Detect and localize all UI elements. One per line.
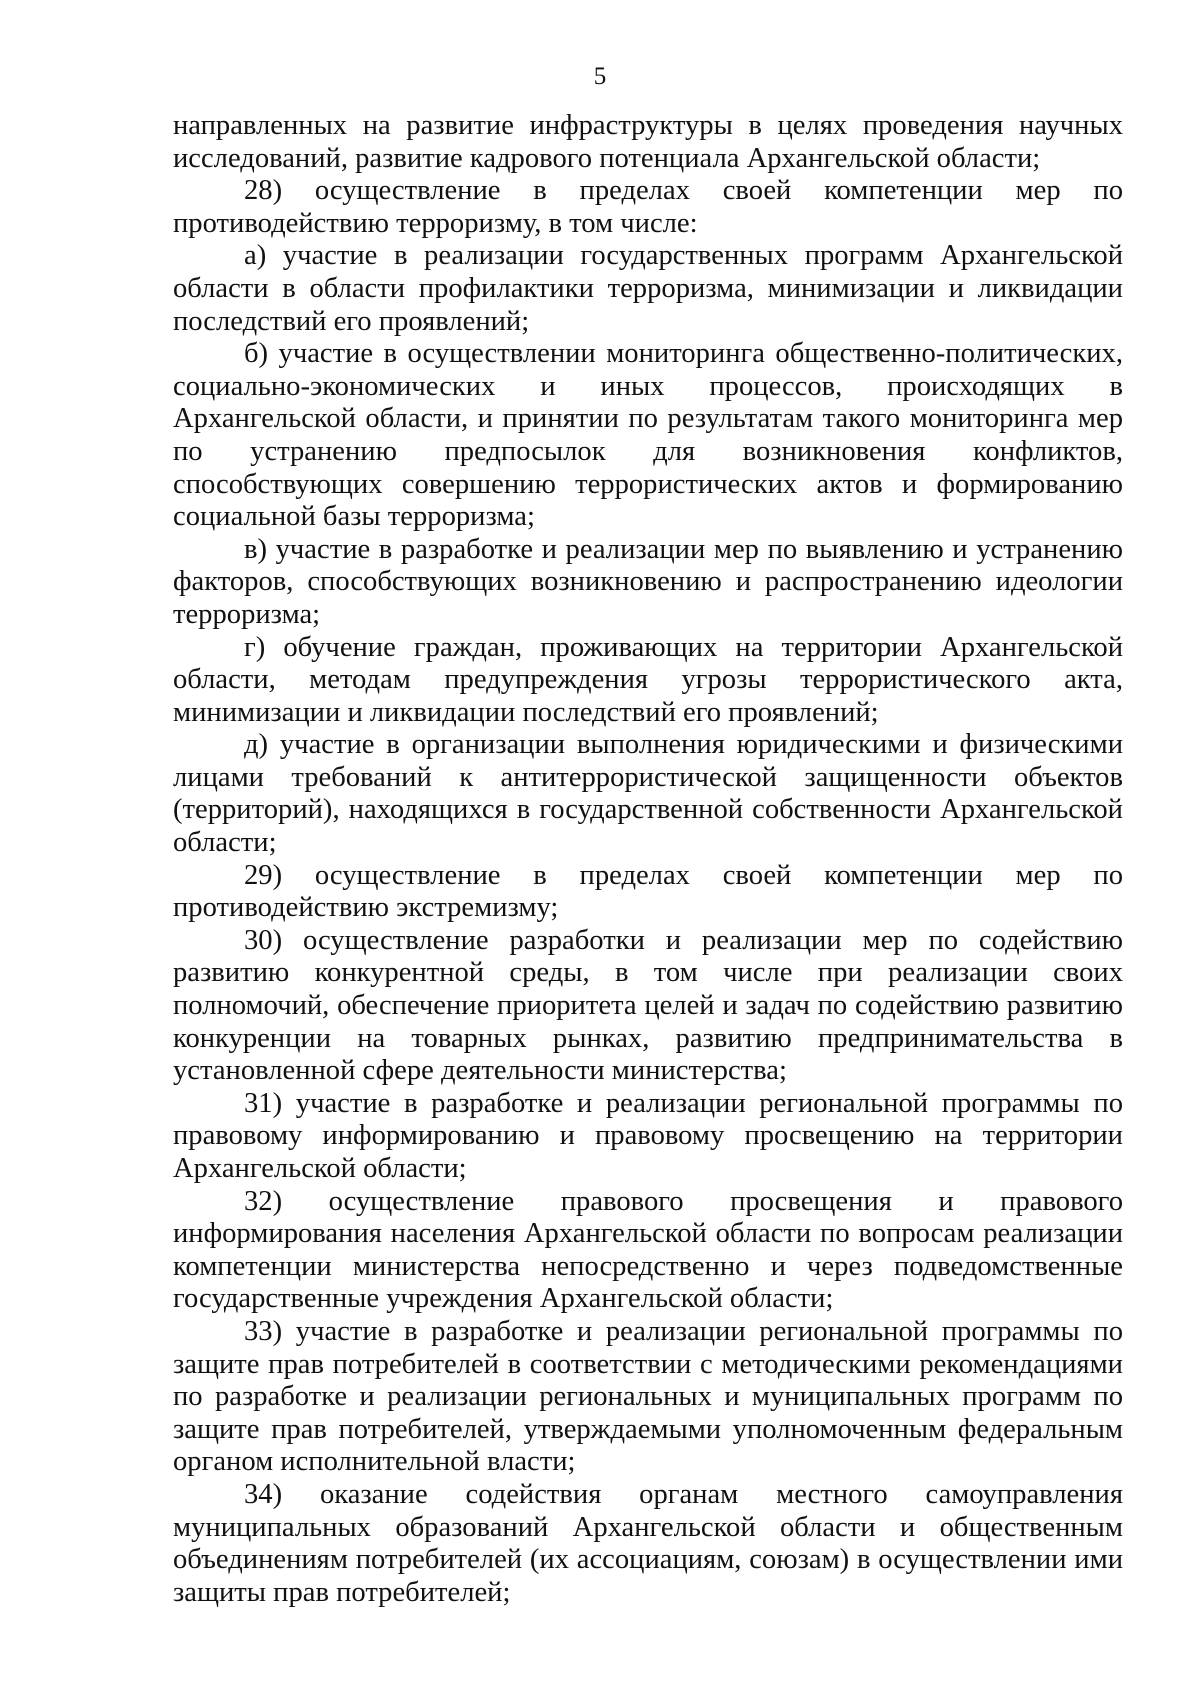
- page-number: 5: [593, 63, 607, 90]
- paragraph-item-30: 30) осуществление разработки и реализации мер по содействию развитию конкурентной среды, в том числе при реализации своих полномочий, обеспечение приоритета целей и задач по содействию развитию конкуренции на товарных рынках, развитию предпринимательства в установленной сфере деятельности министерства;: [173, 924, 1123, 1087]
- paragraph-item-34: 34) оказание содействия органам местного самоуправления муниципальных образований Архангельской области и общественным объединениям потребителей (их ассоциациям, союзам) в осуществлении ими защиты прав потребителей;: [173, 1478, 1123, 1608]
- paragraph-item-28: 28) осуществление в пределах своей компетенции мер по противодействию терроризму, в том числе:: [173, 175, 1123, 239]
- paragraph-item-33: 33) участие в разработке и реализации региональной программы по защите прав потребителей в соответствии с методическими рекомендациями по разработке и реализации региональных и муниципальных программ по защите прав потребителей, утверждаемыми уполномоченным федеральным органом исполнительной власти;: [173, 1315, 1123, 1478]
- paragraph-item-28a: а) участие в реализации государственных программ Архангельской области в области профилактики терроризма, минимизации и ликвидации последствий его проявлений;: [173, 240, 1123, 337]
- paragraph-item-28g: г) обучение граждан, проживающих на территории Архангельской области, методам предупреждения угрозы террористического акта, минимизации и ликвидации последствий его проявлений;: [173, 631, 1123, 728]
- document-body: [173, 110, 1123, 1609]
- paragraph-item-28d: д) участие в организации выполнения юридическими и физическими лицами требований к антитеррористической защищенности объектов (территорий), находящихся в государственной собственности Архангельской области;: [173, 729, 1123, 859]
- paragraph-item-32: 32) осуществление правового просвещения и правового информирования населения Архангельской области по вопросам реализации компетенции министерства непосредственно и через подведомственные государственные учреждения Архангельской области;: [173, 1185, 1123, 1315]
- paragraph-continuation: направленных на развитие инфраструктуры в целях проведения научных исследований, развитие кадрового потенциала Архангельской области;: [173, 110, 1123, 174]
- paragraph-item-29: 29) осуществление в пределах своей компетенции мер по противодействию экстремизму;: [173, 859, 1123, 924]
- paragraph-item-28b: б) участие в осуществлении мониторинга общественно-политических, социально-экономических и иных процессов, происходящих в Архангельской области, и принятии по результатам такого мониторинга мер по устранению предпосылок для возникновения конфликтов, способствующих совершению террористических актов и формированию социальной базы терроризма;: [173, 338, 1123, 533]
- paragraph-item-28v: в) участие в разработке и реализации мер по выявлению и устранению факторов, способствующих возникновению и распространению идеологии терроризма;: [173, 533, 1123, 630]
- paragraph-item-31: 31) участие в разработке и реализации региональной программы по правовому информированию и правовому просвещению на территории Архангельской области;: [173, 1087, 1123, 1184]
